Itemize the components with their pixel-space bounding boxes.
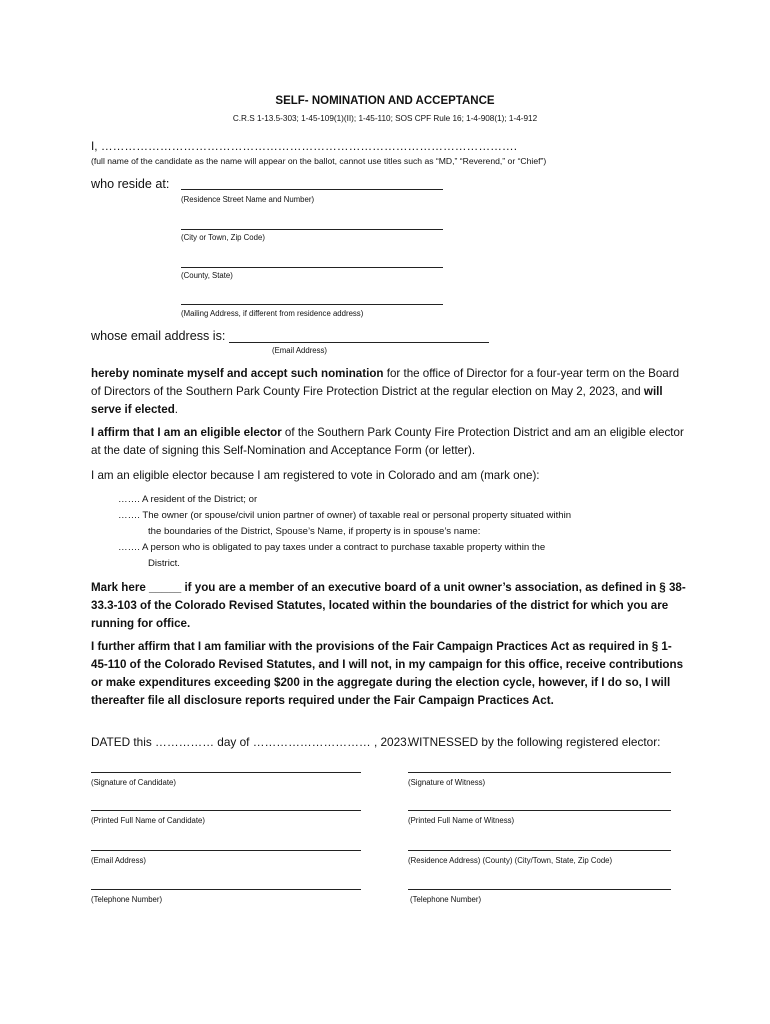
candidate-signature-line[interactable]	[91, 772, 361, 773]
witness-phone-line[interactable]	[408, 889, 671, 890]
nomination-end: .	[174, 403, 179, 416]
email-note: (Email Address)	[272, 346, 328, 355]
witness-signature-line[interactable]	[408, 772, 671, 773]
affirm-paragraph	[91, 424, 691, 460]
nomination-bold-start: hereby nominate myself and accept such nomination	[91, 367, 384, 380]
nomination-text: for the office of Director for a four-year term on the Board of Directors of the Southern Park County Fire Protection District at the regular election on May 2, 2023, and	[91, 367, 680, 398]
city-zip-label: (City or Town, Zip Code)	[181, 233, 265, 242]
candidate-phone-line[interactable]	[91, 889, 361, 890]
city-zip-line[interactable]	[181, 229, 443, 230]
option-owner-cont: the boundaries of the District, Spouse’s Name, if property is in spouse’s name:	[148, 526, 481, 537]
candidate-name-print-line[interactable]	[91, 810, 361, 811]
county-state-line[interactable]	[181, 267, 443, 268]
witness-name-print-label: (Printed Full Name of Witness)	[408, 816, 515, 825]
candidate-name-note: (full name of the candidate as the name will appear on the ballot, cannot use titles such as “MD,” “Reverend,” or “Chief”)	[91, 156, 547, 166]
email-label: whose email address is:	[91, 329, 226, 343]
candidate-email-label: (Email Address)	[91, 856, 147, 865]
affirm-bold: I affirm that I am an eligible elector	[91, 426, 282, 439]
dated-line[interactable]: DATED this …………… day of ………………………… , 2023.	[91, 735, 411, 749]
affirm-text: of the Southern Park County Fire Protection District and am an eligible elector at the date of signing this Self-Nomination and Acceptance Form (or letter).	[91, 426, 684, 457]
reside-label: who reside at:	[91, 177, 170, 191]
mailing-address-label: (Mailing Address, if different from residence address)	[181, 309, 364, 318]
option-taxpayer[interactable]: ……. A person who is obligated to pay taxes under a contract to purchase taxable property within the	[118, 542, 546, 553]
form-title: SELF- NOMINATION AND ACCEPTANCE	[275, 95, 495, 107]
witness-signature-label: (Signature of Witness)	[408, 778, 486, 787]
mailing-address-line[interactable]	[181, 304, 443, 305]
candidate-phone-label: (Telephone Number)	[91, 895, 163, 904]
eligible-intro: I am an eligible elector because I am registered to vote in Colorado and am (mark one):	[91, 469, 540, 482]
witnessed-line: WITNESSED by the following registered elector:	[408, 735, 661, 749]
option-owner[interactable]: ……. The owner (or spouse/civil union partner of owner) of taxable real or personal property situated within	[118, 510, 572, 521]
county-state-label: (County, State)	[181, 271, 233, 280]
statute-citation: C.R.S 1-13.5-303; 1-45-109(1)(II); 1-45-110; SOS CPF Rule 16; 1-4-908(1); 1-4-912	[232, 114, 538, 123]
hoa-paragraph: Mark here _____ if you are a member of an executive board of a unit owner’s association, as defined in § 38-33.3-103 of the Colorado Revised Statutes, located within the boundaries of the district for which you are running for office.	[91, 581, 686, 630]
email-line[interactable]	[229, 342, 489, 343]
residence-street-line[interactable]	[181, 189, 443, 190]
campaign-paragraph: I further affirm that I am familiar with the provisions of the Fair Campaign Practices Act as required in § 1- 45-110 of the Colorado Revised Statutes, and I will not, in my campaign for this office, receive contributions or make expenditures exceeding $200 in the aggregate during the election cycle, however, if I do so, I will thereafter file all disclosure reports required under the Fair Campaign Practices Act.	[91, 640, 684, 707]
witness-address-line[interactable]	[408, 850, 671, 851]
candidate-email-line[interactable]	[91, 850, 361, 851]
candidate-name-line[interactable]: I, …………………………………………………………………………………………….	[91, 139, 518, 153]
witness-address-label: (Residence Address) (County) (City/Town, State, Zip Code)	[408, 856, 613, 865]
witness-phone-label: (Telephone Number)	[410, 895, 482, 904]
option-taxpayer-cont: District.	[148, 558, 180, 569]
witness-name-print-line[interactable]	[408, 810, 671, 811]
nomination-bold-end: will serve if elected	[91, 385, 663, 416]
candidate-name-print-label: (Printed Full Name of Candidate)	[91, 816, 205, 825]
nomination-paragraph	[91, 365, 691, 419]
candidate-signature-label: (Signature of Candidate)	[91, 778, 176, 787]
residence-street-label: (Residence Street Name and Number)	[181, 195, 315, 204]
option-resident[interactable]: ……. A resident of the District; or	[118, 494, 258, 505]
